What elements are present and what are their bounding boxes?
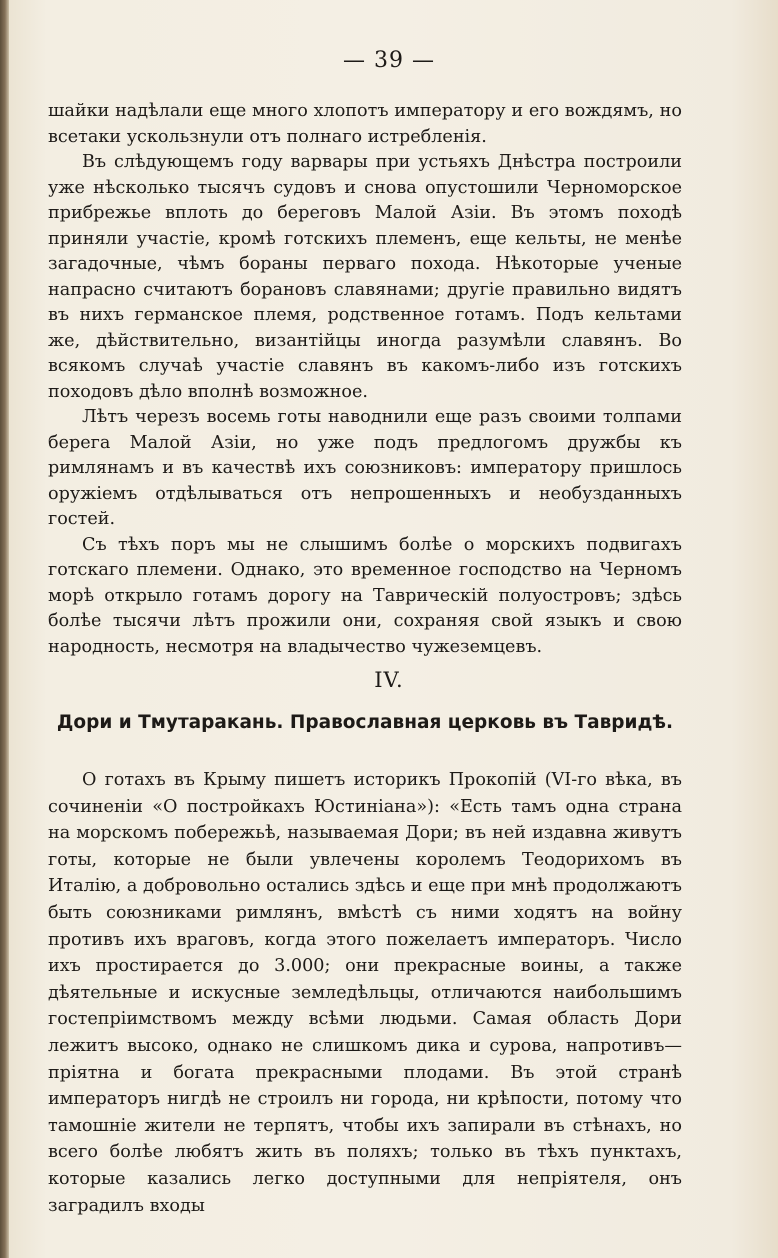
book-spine-edge — [0, 0, 9, 1258]
paragraph: Лѣтъ черезъ восемь готы наводнили еще разъ своими толпами берега Малой Азіи, но уже подъ предлогомъ дружбы къ римлянамъ и въ качествѣ ихъ союзниковъ: императору пришлось оружіемъ отдѣлываться отъ непрошенныхъ и необузданныхъ гостей. — [48, 407, 682, 529]
text-block-bottom — [48, 767, 682, 1219]
paragraph: Въ слѣдующемъ году варвары при устьяхъ Днѣстра построили уже нѣсколько тысячъ судовъ и снова опустошили Черноморское прибрежье вплоть до береговъ Малой Азіи. Въ этомъ походѣ приняли участіе, кромѣ готскихъ племенъ, еще кельты, не менѣе загадочные, чѣмъ бораны перваго похода. Нѣкоторые ученые напрасно считаютъ борановъ славянами; другіе правильно видятъ въ нихъ германское племя, родственное готамъ. Подъ кельтами же, дѣйствительно, византійцы иногда разумѣли славянъ. Во всякомъ случаѣ участіе славянъ въ какомъ-либо изъ готскихъ походовъ дѣло вполнѣ возможное. — [48, 152, 682, 402]
paragraph-continued: шайки надѣлали еще много хлопотъ императору и его вождямъ, но всетаки ускользнули отъ полнаго истребленія. — [48, 101, 682, 147]
page-number: — 39 — — [343, 48, 435, 73]
paragraph: О готахъ въ Крыму пишетъ историкъ Прокопій (VI-го вѣка, въ сочиненіи «О постройкахъ Юстиніана»): «Есть тамъ одна страна на морскомъ побережьѣ, называемая Дори; въ ней издавна живутъ готы, которые не были увлечены королемъ Теодорихомъ въ Италію, а добровольно остались здѣсь и еще при мнѣ продолжаютъ быть союзниками римлянъ, вмѣстѣ съ ними ходятъ на войну противъ ихъ враговъ, когда этого пожелаетъ императоръ. Число ихъ простирается до 3.000; они прекрасные воины, а также дѣятельные и искусные земледѣльцы, отличаются наибольшимъ гостепріимствомъ между всѣми людьми. Самая область Дори лежитъ высоко, однако не слишкомъ дика и сурова, напротивъ—пріятна и богата прекрасными плодами. Въ этой странѣ императоръ нигдѣ не строилъ ни города, ни крѣпости, потому что тамошніе жители не терпятъ, чтобы ихъ запирали въ стѣнахъ, но всего болѣе любятъ жить въ поляхъ; только въ тѣхъ пунктахъ, которые казались легко доступными для непріятеля, онъ заградилъ входы — [48, 770, 682, 1216]
text-block-top — [48, 99, 682, 660]
chapter-title: Дори и Тмутаракань. Православная церковь въ Тавридѣ. — [56, 712, 674, 733]
paragraph: Съ тѣхъ поръ мы не слышимъ болѣе о морскихъ подвигахъ готскаго племени. Однако, это временное господство на Черномъ морѣ открыло готамъ дорогу на Таврическій полуостровъ; здѣсь болѣе тысячи лѣтъ прожили они, сохраняя свой языкъ и свою народность, несмотря на владычество чужеземцевъ. — [48, 534, 682, 657]
section-number: IV. — [374, 668, 404, 692]
